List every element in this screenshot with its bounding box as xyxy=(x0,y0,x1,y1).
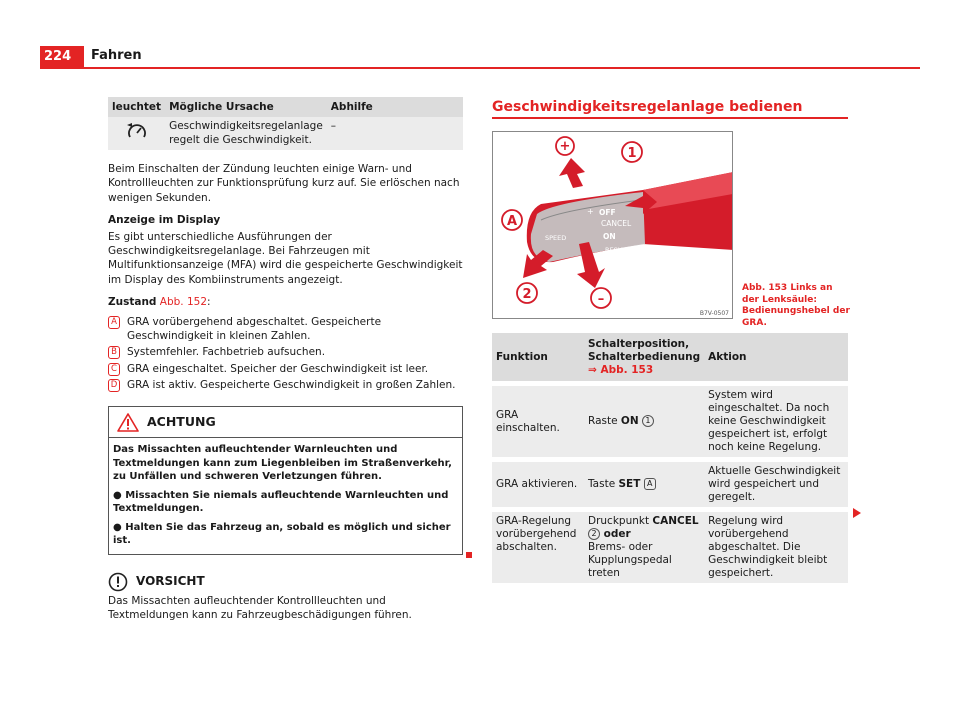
table-row xyxy=(108,117,463,150)
row-position xyxy=(584,386,704,457)
position-prefix: Taste xyxy=(588,478,619,490)
position-prefix: Druckpunkt xyxy=(588,515,653,527)
state-badge: A xyxy=(108,316,120,329)
caution-block xyxy=(108,572,463,622)
table-row xyxy=(492,386,848,457)
page-title: Fahren xyxy=(91,48,142,63)
callout-badge: A xyxy=(644,478,656,490)
position-prefix: Raste xyxy=(588,415,621,427)
warning-body xyxy=(109,438,462,554)
right-column xyxy=(492,97,850,579)
status-icon-cell xyxy=(108,117,165,150)
bullet-text: Halten Sie das Fahrzeug an, sobald es möglich und sicher ist. xyxy=(113,521,451,547)
fig-label-two: 2 xyxy=(522,287,532,302)
header-rule xyxy=(40,67,920,69)
intro-text: Beim Einschalten der Zündung leuchten einige Warn- und Kontrollleuchten zur Funktionsprüfung kurz auf. Sie erlöschen nach wenigen Sekunden. xyxy=(108,163,460,204)
lever-cancel-label: CANCEL xyxy=(601,219,632,228)
caution-icon xyxy=(108,572,128,592)
row-function: GRA einschalten. xyxy=(492,386,584,457)
lever-resume-label: RESUME xyxy=(605,246,633,254)
warning-triangle-icon xyxy=(117,413,139,432)
figure-ref-link[interactable]: Abb. 152 xyxy=(159,295,208,308)
status-cause: Geschwindigkeitsregelanlage regelt die Geschwindigkeit. xyxy=(165,117,327,150)
state-badge: C xyxy=(108,363,120,376)
callout-badge: 2 xyxy=(588,528,600,540)
row-position xyxy=(584,512,704,583)
bullet-text: Missachten Sie niemals aufleuchtende Warnleuchten und Textmeldungen. xyxy=(113,489,449,515)
status-table-header xyxy=(108,97,463,117)
figure-caption: Abb. 153 Links an der Lenksäule: Bedienungshebel der GRA. xyxy=(742,283,850,328)
row-action: System wird eingeschaltet. Da noch keine Geschwindigkeit gespeichert ist, erfolgt noch keine Regelung. xyxy=(704,386,848,457)
position-conjunction: oder xyxy=(600,528,631,540)
col-header-position-text: Schalterposition, Schalterbedienung xyxy=(588,337,701,363)
fig-label-minus: – xyxy=(597,292,605,307)
callout-badge: 1 xyxy=(642,415,654,427)
cruise-lever-illustration xyxy=(493,132,733,319)
left-column xyxy=(108,97,463,622)
display-heading: Anzeige im Display xyxy=(108,213,221,226)
caution-header xyxy=(108,572,463,592)
col-header-ursache: Mögliche Ursache xyxy=(165,97,327,117)
status-remedy: – xyxy=(327,117,463,150)
operation-table xyxy=(492,333,848,583)
cruise-control-icon xyxy=(126,122,148,140)
end-marker xyxy=(466,552,472,558)
row-function: GRA aktivieren. xyxy=(492,462,584,507)
state-badge: B xyxy=(108,346,120,359)
warning-bullet: ● Halten Sie das Fahrzeug an, sobald es möglich und sicher ist. xyxy=(113,521,451,547)
zustand-label: Zustand xyxy=(108,295,157,308)
operation-table-header xyxy=(492,333,848,381)
warning-box xyxy=(108,406,463,555)
section-title: Geschwindigkeitsregelanlage bedienen xyxy=(492,99,803,115)
state-text: GRA ist aktiv. Gespeicherte Geschwindigkeit in großen Zahlen. xyxy=(127,378,456,391)
list-item xyxy=(108,362,463,376)
caution-title: VORSICHT xyxy=(136,574,205,589)
row-action: Regelung wird vorübergehend abgeschaltet. Die Geschwindigkeit bleibt gespeichert. xyxy=(704,512,848,583)
state-text: Systemfehler. Fachbetrieb aufsuchen. xyxy=(127,346,326,359)
status-table xyxy=(108,97,463,150)
page-number: 224 xyxy=(40,46,84,68)
list-item xyxy=(108,345,463,359)
continue-arrow-icon xyxy=(852,508,862,518)
warning-header xyxy=(109,407,462,438)
figure-153-link[interactable]: ⇒ Abb. 153 xyxy=(588,363,654,376)
row-function: GRA-Regelung vorübergehend abschalten. xyxy=(492,512,584,583)
table-row xyxy=(492,512,848,583)
list-item xyxy=(108,378,463,392)
state-list xyxy=(108,315,463,392)
col-header-abhilfe: Abhilfe xyxy=(327,97,463,117)
col-header-schalterposition xyxy=(584,333,704,381)
figure-code: B7V-0507 xyxy=(699,310,729,317)
lever-plus-label: + xyxy=(587,207,594,216)
display-text: Es gibt unterschiedliche Ausführungen der Geschwindigkeitsregelanlage. Bei Fahrzeugen mit Multifunktionsanzeige (MFA) wird die gespeicherte Geschwindigkeit im Display des Kombiinstruments angezeigt. xyxy=(108,231,463,286)
lever-on-label: ON xyxy=(603,232,616,241)
col-header-aktion: Aktion xyxy=(704,333,848,381)
section-rule xyxy=(492,117,848,119)
warning-text: Das Missachten aufleuchtender Warnleuchten und Textmeldungen kann zum Liegenbleiben im Straßenverkehr, zu Unfällen und schweren Verletzungen führen. xyxy=(113,444,452,483)
row-action: Aktuelle Geschwindigkeit wird gespeichert und geregelt. xyxy=(704,462,848,507)
zustand-colon: : xyxy=(207,295,211,308)
state-text: GRA vorübergehend abgeschaltet. Gespeicherte Geschwindigkeit in kleinen Zahlen. xyxy=(127,316,382,343)
state-text: GRA eingeschaltet. Speicher der Geschwindigkeit ist leer. xyxy=(127,362,429,375)
position-key: CANCEL xyxy=(652,515,699,527)
col-header-leuchtet: leuchtet xyxy=(108,97,165,117)
lever-off-label: OFF xyxy=(599,208,616,217)
figure-153 xyxy=(492,131,733,319)
fig-label-plus: + xyxy=(559,139,571,154)
warning-title: ACHTUNG xyxy=(147,413,216,429)
state-badge: D xyxy=(108,379,120,392)
zustand-line xyxy=(108,295,463,309)
fig-label-one: 1 xyxy=(627,146,637,161)
fig-label-a: A xyxy=(506,214,518,229)
lever-speed-label: SPEED xyxy=(545,234,567,242)
col-header-funktion: Funktion xyxy=(492,333,584,381)
position-alt: Brems- oder Kupplungspedal treten xyxy=(588,541,672,579)
row-position xyxy=(584,462,704,507)
position-key: SET xyxy=(618,478,641,490)
list-item xyxy=(108,315,463,343)
caution-text: Das Missachten aufleuchtender Kontrollleuchten und Textmeldungen kann zu Fahrzeugbeschädigungen führen. xyxy=(108,594,412,621)
position-key: ON xyxy=(620,415,639,427)
table-row xyxy=(492,462,848,507)
warning-bullet: ● Missachten Sie niemals aufleuchtende Warnleuchten und Textmeldungen. xyxy=(113,489,449,515)
